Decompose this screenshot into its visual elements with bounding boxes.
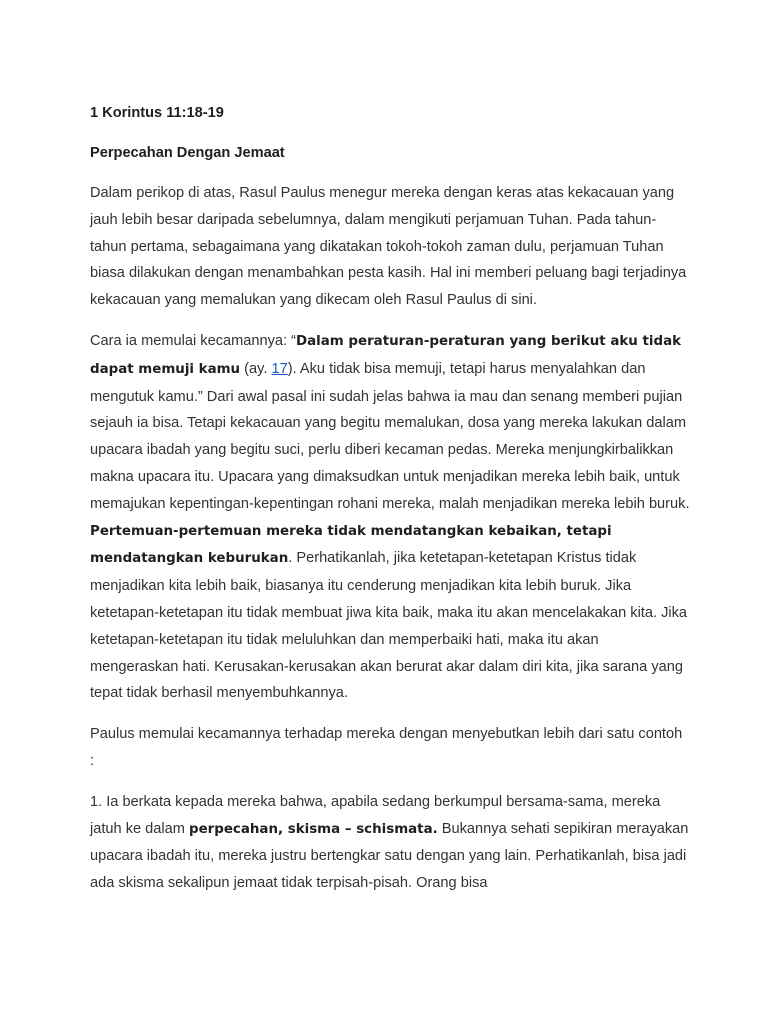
paragraph-2-text-3: ). Aku tidak bisa memuji, tetapi harus menyalahkan dan mengutuk kamu.” Dari awal pasal ini sudah jelas bahwa ia mau dan senang memberi pujian sejauh ia bisa. Tetapi kekacauan yang begitu memalukan, dosa yang mereka lakukan dalam upacara ibadah yang begitu suci, perlu diberi kecaman pedas. Mereka menjungkirbalikkan makna upacara itu. Upacara yang dimaksudkan untuk menjadikan mereka lebih baik, untuk memajukan kepentingan-kepentingan rohani mereka, malah menjadikan mereka lebih buruk.: [90, 360, 690, 512]
paragraph-4: [90, 789, 690, 897]
paragraph-2-bold-1: Dalam peraturan-peraturan yang berikut aku tidak dapat memuji kamu: [90, 333, 682, 377]
verse-17-link[interactable]: 17: [271, 360, 288, 377]
paragraph-2: [90, 328, 690, 707]
paragraph-2-text-1: Cara ia memulai kecamannya: “: [90, 332, 297, 349]
paragraph-2-text-2: (ay.: [240, 360, 272, 377]
document-title: 1 Korintus 11:18-19: [90, 105, 224, 121]
paragraph-4-bold-1: perpecahan, skisma – schismata.: [188, 821, 438, 837]
document-subtitle: Perpecahan Dengan Jemaat: [90, 145, 285, 161]
paragraph-3: Paulus memulai kecamannya terhadap mereka dengan menyebutkan lebih dari satu contoh :: [90, 726, 683, 769]
paragraph-1: Dalam perikop di atas, Rasul Paulus menegur mereka dengan keras atas kekacauan yang jauh lebih besar daripada sebelumnya, dalam mengikuti perjamuan Tuhan. Pada tahun-tahun pertama, sebagaimana yang dikatakan tokoh-tokoh zaman dulu, perjamuan Tuhan biasa dilakukan dengan menambahkan pesta kasih. Hal ini memberi peluang bagi terjadinya kekacauan yang memalukan yang dikecam oleh Rasul Paulus di sini.: [90, 185, 687, 309]
paragraph-4-text-2: Bukannya sehati sepikiran merayakan upacara ibadah itu, mereka justru bertengkar satu dengan yang lain. Perhatikanlah, bisa jadi ada skisma sekalipun jemaat tidak terpisah-pisah. Orang bisa: [90, 820, 689, 892]
document-page: [90, 100, 690, 911]
paragraph-2-bold-2: Pertemuan-pertemuan mereka tidak mendatangkan kebaikan, tetapi mendatangkan keburukan: [90, 523, 612, 567]
paragraph-4-text-1: 1. Ia berkata kepada mereka bahwa, apabila sedang berkumpul bersama-sama, mereka jatuh ke dalam: [90, 793, 661, 837]
paragraph-2-text-4: . Perhatikanlah, jika ketetapan-ketetapan Kristus tidak menjadikan kita lebih baik, biasanya itu cenderung menjadikan kita lebih buruk. Jika ketetapan-ketetapan itu tidak membuat jiwa kita baik, maka itu akan mencelakakan kita. Jika ketetapan-ketetapan itu tidak meluluhkan dan memperbaiki hati, maka itu akan mengeraskan hati. Kerusakan-kerusakan akan berurat akar dalam diri kita, jika sarana yang tepat tidak berhasil menyembuhkannya.: [90, 550, 688, 702]
